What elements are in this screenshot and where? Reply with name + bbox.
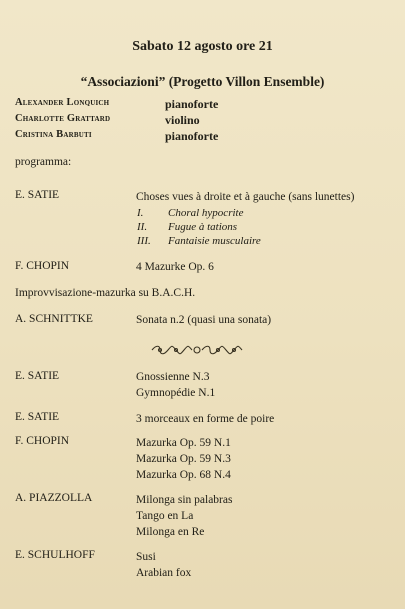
performer-name: Charlotte Grattard	[15, 113, 111, 124]
movement-title: Fugue à tations	[168, 221, 238, 233]
composer-name: A. PIAZZOLLA	[15, 492, 93, 504]
composer-name: F. CHOPIN	[15, 435, 70, 447]
work-title: Gnossienne N.3	[136, 371, 210, 383]
programma-label: programma:	[15, 156, 72, 168]
composer-name: E. SATIE	[15, 370, 60, 382]
work-title: 3 morceaux en forme de poire	[136, 413, 275, 425]
movement-title: Choral hypocrite	[168, 207, 244, 219]
work-title: Choses vues à droite et à gauche (sans lunettes)	[136, 191, 355, 203]
movement-number: I.	[137, 207, 144, 219]
composer-name: E. SATIE	[15, 189, 60, 201]
work-title: 4 Mazurke Op. 6	[136, 261, 214, 273]
performer-name: Cristina Barbuti	[15, 129, 92, 140]
movement-title: Fantaisie musculaire	[168, 235, 261, 247]
performer-instrument: pianoforte	[165, 129, 219, 143]
decorative-divider-icon	[150, 343, 244, 357]
work-title: Milonga sin palabras	[136, 494, 233, 506]
work-title: Susi	[136, 551, 156, 563]
movement-number: III.	[137, 235, 151, 247]
work-title: Mazurka Op. 59 N.1	[136, 437, 231, 449]
concert-date: Sabato 12 agosto ore 21	[132, 39, 273, 54]
work-title: Tango en La	[136, 510, 194, 522]
work-title: Milonga en Re	[136, 526, 205, 538]
composer-name: F. CHOPIN	[15, 260, 70, 272]
composer-name: A. SCHNITTKE	[15, 313, 93, 325]
performer-name: Alexander Lonquich	[15, 97, 110, 108]
work-title: Gymnopédie N.1	[136, 387, 216, 399]
work-title: Mazurka Op. 59 N.3	[136, 453, 231, 465]
composer-name: E. SCHULHOFF	[15, 549, 95, 561]
concert-title: “Associazioni” (Progetto Villon Ensemble)	[80, 74, 325, 89]
work-title: Mazurka Op. 68 N.4	[136, 469, 231, 481]
performer-instrument: pianoforte	[165, 97, 219, 111]
improvisation-line: Improvvisazione-mazurka su B.A.C.H.	[15, 287, 196, 299]
performer-instrument: violino	[165, 113, 200, 127]
work-title: Sonata n.2 (quasi una sonata)	[136, 314, 272, 326]
movement-number: II.	[137, 221, 148, 233]
work-title: Arabian fox	[136, 567, 192, 579]
composer-name: E. SATIE	[15, 411, 60, 423]
